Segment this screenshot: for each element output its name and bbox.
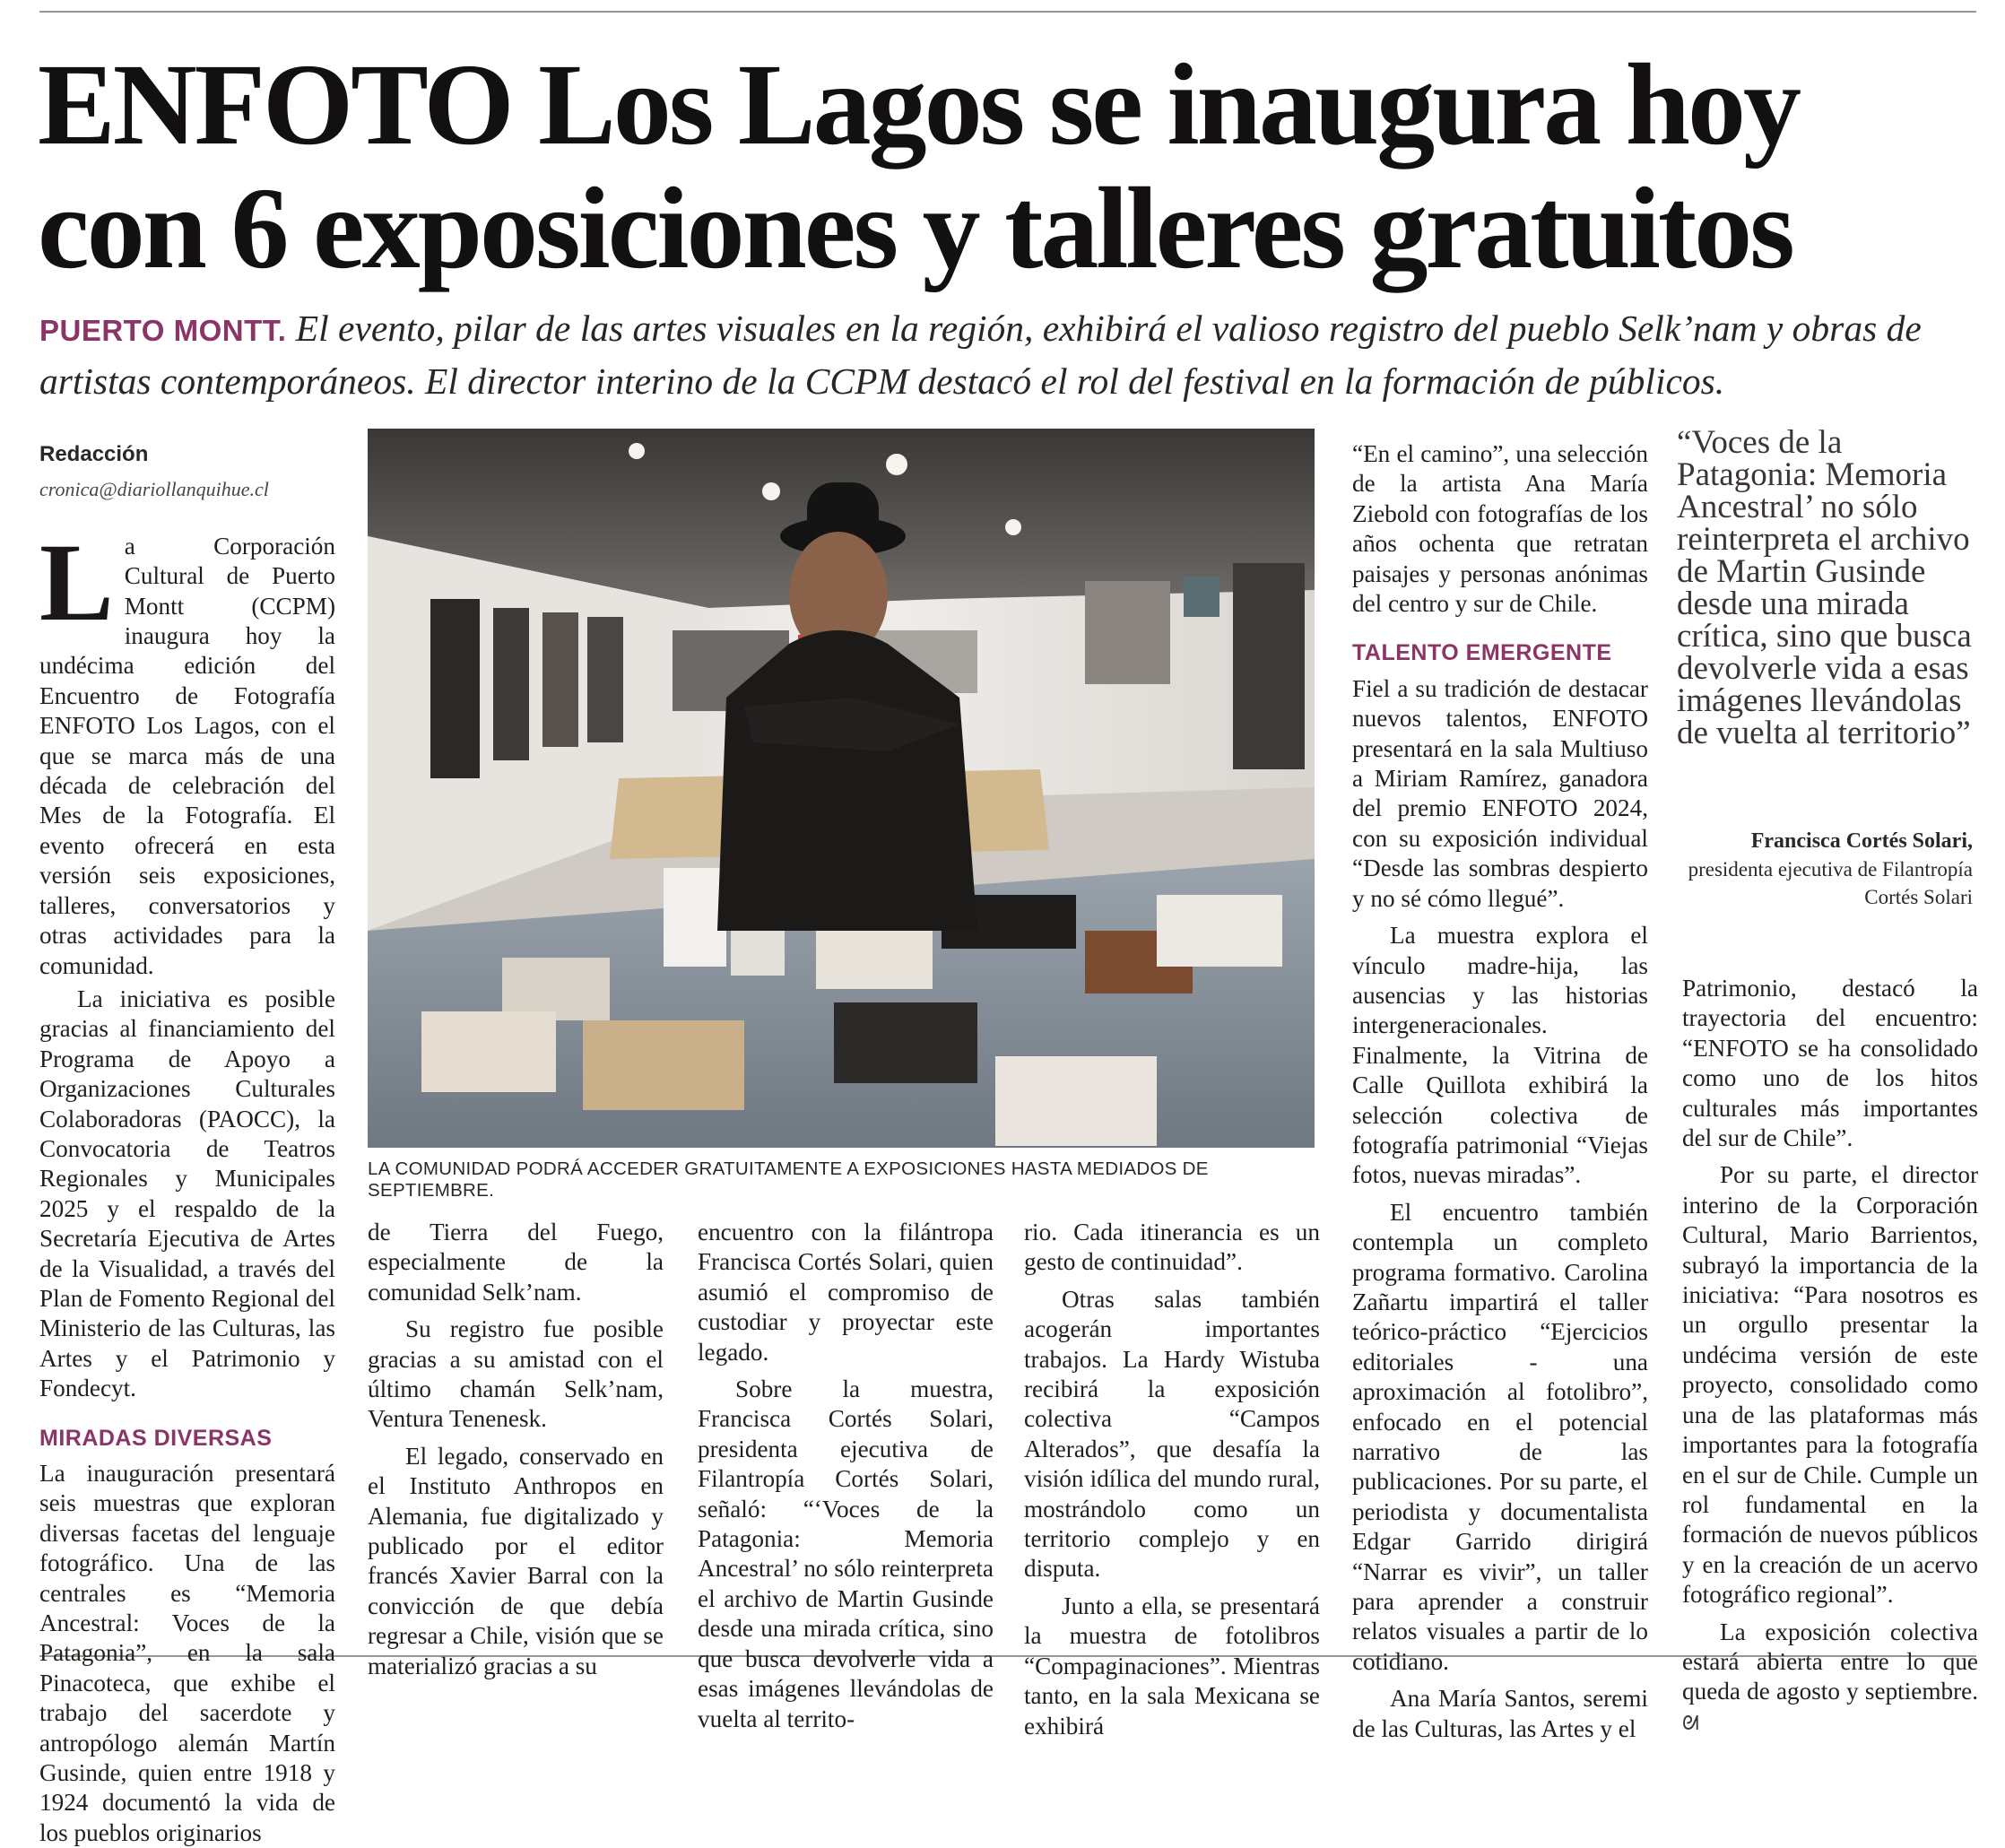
byline-name: Redacción bbox=[39, 442, 149, 466]
quote-author-role: presidenta ejecutiva de Filantropía Cortés Solari bbox=[1688, 858, 1973, 908]
paragraph: encuentro con la filántropa Francisca Cortés Solari, quien asumió el compromiso de custodiar y proyectar este legado. bbox=[698, 1219, 994, 1366]
paragraph: Junto a ella, se presentará la muestra de fotolibros “Compaginaciones”. Mientras tanto, en la sala Mexicana se exhibirá bbox=[1024, 1592, 1320, 1740]
subhead-miradas: MIRADAS DIVERSAS bbox=[39, 1425, 273, 1451]
paragraph: “En el camino”, una selección de la artista Ana María Ziebold con fotografías de los años ochenta que retratan paisajes y personas anónimas del centro y sur de Chile. bbox=[1352, 440, 1648, 618]
column-3 bbox=[698, 1218, 994, 1734]
paragraph: La muestra explora el vínculo madre-hija, las ausencias y las historias intergeneracionales. Finalmente, la Vitrina de Calle Quillota exhibirá la selección colectiva de fotografía patrimonial “Viejas fotos, nuevas miradas”. bbox=[1352, 922, 1648, 1189]
paragraph-text: La exposición colectiva estará abierta entre lo que queda de agosto y septiembre. bbox=[1682, 1618, 1978, 1705]
paragraph: rio. Cada itinerancia es un gesto de continuidad”. bbox=[1024, 1219, 1320, 1276]
column-2 bbox=[368, 1218, 664, 1681]
column-6 bbox=[1682, 974, 1978, 1739]
paragraph: de Tierra del Fuego, especialmente de la comunidad Selk’nam. bbox=[368, 1219, 664, 1306]
dateline: PUERTO MONTT. bbox=[39, 314, 287, 347]
pull-quote: “Voces de la Patagonia: Memoria Ancestral’ no sólo reinterpreta el archivo de Martin Gusinde desde una mirada crítica, sino que busca devolverle vida a esas imágenes llevándolas de vuelta al territorio” bbox=[1677, 424, 1972, 751]
column-1 bbox=[39, 439, 335, 1848]
quote-attribution bbox=[1686, 827, 1973, 911]
headline bbox=[38, 40, 1975, 293]
paragraph: El legado, conservado en el Instituto Anthropos en Alemania, fue digitalizado y publicado por el editor francés Xavier Barral con la convicción de que debía regresar a Chile, visión que se materializó gracias a su bbox=[368, 1442, 664, 1679]
paragraph: El encuentro también contempla un completo programa formativo. Carolina Zañartu impartirá el taller teórico-práctico “Ejercicios editoriales - una aproximación al fotolibro”, enfocado en el potencial narrativo de las publicaciones. Por su parte, el periodista y documentalista Edgar Garrido dirigirá “Narrar es vivir”, un taller para aprender a construir relatos visuales a partir de lo cotidiano. bbox=[1352, 1198, 1648, 1675]
paragraph: Patrimonio, destacó la trayectoria del encuentro: “ENFOTO se ha consolidado como uno de los hitos culturales más importantes del sur de Chile”. bbox=[1682, 975, 1978, 1152]
paragraph: Ana María Santos, seremi de las Culturas, las Artes y el bbox=[1352, 1685, 1648, 1742]
column-4 bbox=[1024, 1218, 1320, 1741]
paragraph-text: a Corporación Cultural de Puerto Montt (CCPM) inaugura hoy la undécima edición del Encuentro de Fotografía ENFOTO Los Lagos, con el que se marca más de una década de celebración del Mes de la Fotografía. El evento ofrecerá en esta versión seis exposiciones, talleres, conversatorios y otras actividades para la comunidad. bbox=[39, 532, 335, 979]
end-mark-icon: ᘛ bbox=[1682, 1712, 1699, 1735]
paragraph: Su registro fue posible gracias a su amistad con el último chamán Selk’nam, Ventura Tenenesk. bbox=[368, 1315, 664, 1433]
deck-text: El evento, pilar de las artes visuales en la región, exhibirá el valioso registro del pueblo Selk’nam y obras de artistas contemporáneos. El director interino de la CCPM destacó el rol del festival en la formación de públicos. bbox=[39, 308, 1922, 402]
paragraph: Otras salas también acogerán importantes trabajos. La Hardy Wistuba recibirá la exposición colectiva “Campos Alterados”, que desafía la visión idílica del mundo rural, mostrándolo como un territorio complejo y en disputa. bbox=[1024, 1285, 1320, 1583]
paragraph: Fiel a su tradición de destacar nuevos talentos, ENFOTO presentará en la sala Multiuso a Miriam Ramírez, ganadora del premio ENFOTO 2024, con su exposición individual “Desde las sombras despierto y no sé cómo llegué”. bbox=[1352, 674, 1648, 912]
paragraph: Por su parte, el director interino de la Corporación Cultural, Mario Barrientos, subrayó la importancia de la iniciativa: “Para nosotros es un orgullo presentar la undécima versión de este proyecto, consolidado como una de las plataformas más importantes para la fotografía en el sur de Chile. Cumple un rol fundamental en la formación de nuevos públicos y en la creación de un acervo fotográfico regional”. bbox=[1682, 1161, 1978, 1609]
gallery-photo-illustration bbox=[368, 429, 1315, 1148]
paragraph: La iniciativa es posible gracias al financiamiento del Programa de Apoyo a Organizaciones Culturales Colaboradoras (PAOCC), la Convocatoria de Teatros Regionales y Municipales 2025 y el respaldo de la Secretaría Ejecutiva de Artes de la Visualidad, a través del Plan de Fomento Regional del Ministerio de las Culturas, las Artes y el Patrimonio y Fondecyt. bbox=[39, 985, 335, 1402]
paragraph: Sobre la muestra, Francisca Cortés Solari, presidenta ejecutiva de Filantropía Cortés Solari, señaló: “‘Voces de la Patagonia: Memoria Ancestral’ no sólo reinterpreta el archivo de Martin Gusinde desde una mirada crítica, sino que busca devolverle vida a esas imágenes llevándolas de vuelta al territo- bbox=[698, 1375, 994, 1732]
photo-caption: LA COMUNIDAD PODRÁ ACCEDER GRATUITAMENTE A EXPOSICIONES HASTA MEDIADOS DE SEPTIEMBRE. bbox=[368, 1158, 1209, 1201]
paragraph bbox=[39, 520, 335, 981]
exhibition-photo bbox=[368, 429, 1315, 1148]
paragraph bbox=[1682, 1618, 1978, 1740]
drop-cap: L bbox=[39, 520, 114, 644]
subhead-talento: TALENTO EMERGENTE bbox=[1352, 640, 1612, 666]
paragraph: La inauguración presentará seis muestras que exploran diversas facetas del lenguaje fotográfico. Una de las centrales es “Memoria Ancestral: Voces de la Patagonia”, en la sala Pinacoteca, que exhibe el trabajo del sacerdote y antropólogo alemán Martín Gusinde, quien entre 1918 y 1924 documentó la vida de los pueblos originarios bbox=[39, 1460, 335, 1846]
top-rule bbox=[39, 11, 1976, 13]
byline-email: cronica@diariollanquihue.cl bbox=[39, 478, 269, 501]
headline-line-1: ENFOTO Los Lagos se inaugura hoy bbox=[38, 40, 1800, 169]
headline-line-2: con 6 exposiciones y talleres gratuitos bbox=[38, 164, 1792, 293]
deck bbox=[39, 303, 1985, 406]
quote-author: Francisca Cortés Solari, bbox=[1750, 829, 1973, 853]
column-5 bbox=[1352, 439, 1648, 1744]
